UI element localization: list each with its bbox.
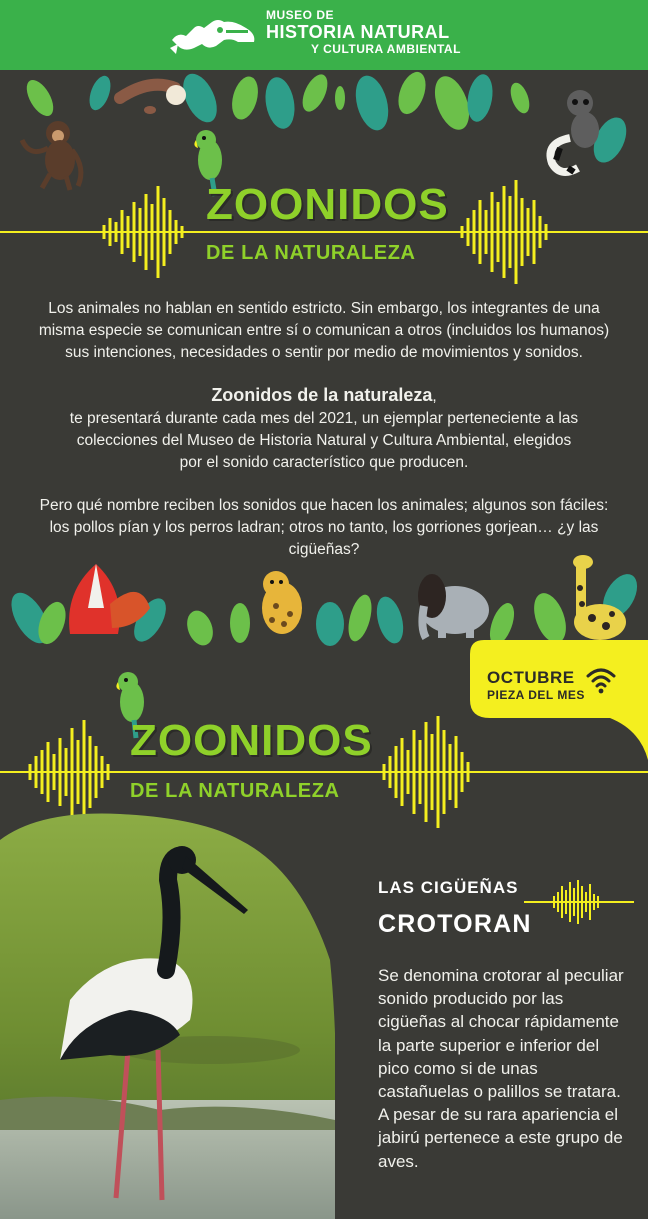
sound-wave-small [524, 878, 634, 928]
sloth-icon [120, 85, 186, 114]
leaf-icon [21, 68, 632, 167]
site-header [0, 0, 648, 70]
badge-month: OCTUBRE [487, 668, 575, 687]
sound-wave-icon [462, 180, 546, 284]
label-crotoran: CROTORAN [378, 910, 532, 938]
lemur-icon [550, 90, 599, 172]
intro-highlight: Zoonidos de la naturaleza [211, 385, 433, 405]
jungle-middle-illustration [0, 548, 648, 648]
intro-paragraph-2 [0, 384, 648, 474]
intro-paragraph-2-text: te presentará durante cada mes del 2021, un ejemplar perteneciente a las colecciones del Museo de Historia Natural y Cultura Ambiental, elegidos por el sonido característico que producen. [69, 410, 579, 471]
jabiru-stork-photo [0, 800, 335, 1219]
intro-paragraph-1: Los animales no hablan en sentido estricto. Sin embargo, los integrantes de una misma especie se comunican entre sí o comunican a otros (incluidos los humanos) sus intenciones, necesidades o sentir por medio de movimientos y sonidos. [38, 300, 610, 361]
jungle-top-illustration [0, 68, 648, 198]
intro-comma: , [432, 388, 437, 405]
section-2-title: ZOONIDOS [130, 716, 373, 765]
badge-label: PIEZA DEL MES [487, 688, 585, 702]
section-1-title: ZOONIDOS [206, 180, 449, 229]
leopard-icon [262, 571, 302, 634]
label-storks: LAS CIGÜEÑAS [378, 878, 519, 897]
intro-paragraph-3: Pero qué nombre reciben los sonidos que hacen los animales; algunos son fáciles: los pollos pían y los perros ladran; otros no tanto, los gorriones gorjean… ¿y las cigüeñas? [39, 497, 609, 558]
stork-description: Se denomina crotorar al peculiar sonido producido por las cigüeñas al chocar rápidamente la parte superior e inferior del pico como si de unas castañuelas o palillos se tratara. A pesar de su rara apariencia el jabirú pertenece a este grupo de aves. [378, 966, 624, 1171]
logo-line-3: Y CULTURA AMBIENTAL [311, 42, 461, 56]
museum-logo[interactable] [266, 8, 461, 56]
section-2-subtitle: DE LA NATURALEZA [130, 780, 340, 802]
wifi-icon [585, 664, 617, 696]
logo-line-1: MUSEO DE [266, 8, 335, 22]
bone-fossil-icon [168, 10, 260, 56]
sound-wave-icon [384, 716, 468, 828]
section-1-subtitle: DE LA NATURALEZA [206, 242, 416, 264]
logo-line-2: HISTORIA NATURAL [266, 22, 450, 42]
elephant-icon [418, 574, 489, 638]
